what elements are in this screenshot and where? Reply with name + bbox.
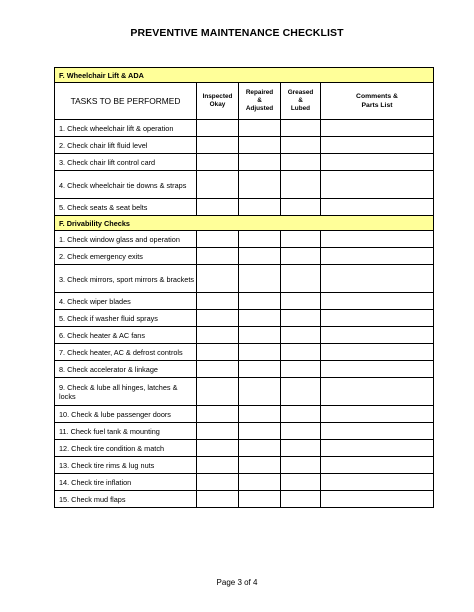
table-row	[55, 265, 434, 293]
comments-cell[interactable]	[321, 491, 434, 508]
repaired-cell[interactable]	[239, 491, 281, 508]
greased-cell[interactable]	[281, 231, 321, 248]
repaired-cell[interactable]	[239, 199, 281, 216]
table-row	[55, 406, 434, 423]
task-label: 15. Check mud flaps	[55, 491, 197, 508]
table-row	[55, 361, 434, 378]
greased-cell[interactable]	[281, 265, 321, 293]
lubed-label: Lubed	[290, 105, 311, 112]
table-row	[55, 423, 434, 440]
table-row	[55, 199, 434, 216]
repaired-cell[interactable]	[239, 474, 281, 491]
comments-cell[interactable]	[321, 265, 434, 293]
repaired-cell[interactable]	[239, 406, 281, 423]
repaired-cell[interactable]	[239, 361, 281, 378]
inspected-cell[interactable]	[197, 457, 239, 474]
inspected-cell[interactable]	[197, 231, 239, 248]
inspected-cell[interactable]	[197, 474, 239, 491]
comments-cell[interactable]	[321, 406, 434, 423]
inspected-cell[interactable]	[197, 248, 239, 265]
inspected-cell[interactable]	[197, 293, 239, 310]
comments-cell[interactable]	[321, 154, 434, 171]
table-row	[55, 457, 434, 474]
greased-cell[interactable]	[281, 120, 321, 137]
comments-cell[interactable]	[321, 310, 434, 327]
greased-cell[interactable]	[281, 457, 321, 474]
inspected-cell[interactable]	[197, 344, 239, 361]
table-row	[55, 248, 434, 265]
inspected-cell[interactable]	[197, 265, 239, 293]
table-row	[55, 120, 434, 137]
page-title: PREVENTIVE MAINTENANCE CHECKLIST	[130, 27, 344, 39]
task-label: 1. Check wheelchair lift & operation	[55, 120, 197, 137]
inspected-cell[interactable]	[197, 120, 239, 137]
greased-cell[interactable]	[281, 293, 321, 310]
greased-cell[interactable]	[281, 361, 321, 378]
task-label: 10. Check & lube passenger doors	[55, 406, 197, 423]
task-label: 1. Check window glass and operation	[55, 231, 197, 248]
parts-list-label: Parts List	[361, 102, 393, 109]
repaired-cell[interactable]	[239, 137, 281, 154]
inspected-okay-column-header	[197, 83, 239, 120]
repaired-cell[interactable]	[239, 378, 281, 406]
table-row	[55, 327, 434, 344]
inspected-cell[interactable]	[197, 361, 239, 378]
greased-cell[interactable]	[281, 406, 321, 423]
greased-cell[interactable]	[281, 474, 321, 491]
task-label: 2. Check chair lift fluid level	[55, 137, 197, 154]
repaired-cell[interactable]	[239, 293, 281, 310]
repaired-cell[interactable]	[239, 248, 281, 265]
comments-cell[interactable]	[321, 231, 434, 248]
repaired-cell[interactable]	[239, 231, 281, 248]
greased-label: Greased	[287, 89, 314, 96]
page-number: Page 3 of 4	[216, 578, 258, 587]
comments-label: Comments &	[356, 93, 398, 100]
comments-column-header	[321, 83, 434, 120]
table-row	[55, 310, 434, 327]
repaired-cell[interactable]	[239, 120, 281, 137]
greased-cell[interactable]	[281, 378, 321, 406]
inspected-cell[interactable]	[197, 171, 239, 199]
greased-cell[interactable]	[281, 171, 321, 199]
comments-cell[interactable]	[321, 120, 434, 137]
repaired-cell[interactable]	[239, 457, 281, 474]
repaired-cell[interactable]	[239, 344, 281, 361]
repaired-cell[interactable]	[239, 327, 281, 344]
okay-label: Okay	[209, 101, 226, 108]
task-label: 5. Check seats & seat belts	[55, 199, 197, 216]
greased-cell[interactable]	[281, 154, 321, 171]
comments-cell[interactable]	[321, 344, 434, 361]
repaired-cell[interactable]	[239, 265, 281, 293]
inspected-cell[interactable]	[197, 378, 239, 406]
task-label: 6. Check heater & AC fans	[55, 327, 197, 344]
inspected-cell[interactable]	[197, 310, 239, 327]
table-row	[55, 344, 434, 361]
greased-cell[interactable]	[281, 423, 321, 440]
inspected-cell[interactable]	[197, 199, 239, 216]
repaired-cell[interactable]	[239, 154, 281, 171]
task-label: 8. Check accelerator & linkage	[55, 361, 197, 378]
comments-cell[interactable]	[321, 423, 434, 440]
section-title: F. Drivability Checks	[55, 216, 434, 231]
repaired-label: Repaired	[245, 89, 274, 96]
task-label: 11. Check fuel tank & mounting	[55, 423, 197, 440]
repaired-cell[interactable]	[239, 310, 281, 327]
greased-lubed-column-header	[281, 83, 321, 120]
task-label: 3. Check chair lift control card	[55, 154, 197, 171]
ampersand-label: &	[257, 97, 262, 104]
comments-cell[interactable]	[321, 440, 434, 457]
greased-cell[interactable]	[281, 310, 321, 327]
table-row	[55, 171, 434, 199]
greased-cell[interactable]	[281, 327, 321, 344]
comments-cell[interactable]	[321, 378, 434, 406]
inspected-cell[interactable]	[197, 154, 239, 171]
task-label: 3. Check mirrors, sport mirrors & brackets	[55, 265, 197, 293]
table-row	[55, 474, 434, 491]
table-row	[55, 378, 434, 406]
table-row	[55, 440, 434, 457]
comments-cell[interactable]	[321, 327, 434, 344]
comments-cell[interactable]	[321, 137, 434, 154]
adjusted-label: Adjusted	[245, 105, 274, 112]
inspected-cell[interactable]	[197, 327, 239, 344]
comments-cell[interactable]	[321, 474, 434, 491]
ampersand-label: &	[298, 97, 303, 104]
inspected-cell[interactable]	[197, 137, 239, 154]
tasks-column-header: TASKS TO BE PERFORMED	[55, 83, 197, 120]
greased-cell[interactable]	[281, 137, 321, 154]
section-header-row	[55, 216, 434, 231]
comments-cell[interactable]	[321, 199, 434, 216]
repaired-cell[interactable]	[239, 423, 281, 440]
comments-cell[interactable]	[321, 457, 434, 474]
greased-cell[interactable]	[281, 491, 321, 508]
table-row	[55, 231, 434, 248]
table-row	[55, 491, 434, 508]
maintenance-checklist-table	[54, 67, 434, 508]
task-label: 5. Check if washer fluid sprays	[55, 310, 197, 327]
task-label: 2. Check emergency exits	[55, 248, 197, 265]
inspected-label: Inspected	[202, 93, 233, 100]
comments-cell[interactable]	[321, 361, 434, 378]
comments-cell[interactable]	[321, 171, 434, 199]
inspected-cell[interactable]	[197, 406, 239, 423]
table-row	[55, 154, 434, 171]
table-row	[55, 137, 434, 154]
task-label: 14. Check tire inflation	[55, 474, 197, 491]
section-title: F. Wheelchair Lift & ADA	[55, 68, 434, 83]
greased-cell[interactable]	[281, 440, 321, 457]
inspected-cell[interactable]	[197, 491, 239, 508]
greased-cell[interactable]	[281, 344, 321, 361]
task-label: 4. Check wiper blades	[55, 293, 197, 310]
repaired-cell[interactable]	[239, 440, 281, 457]
greased-cell[interactable]	[281, 199, 321, 216]
table-row	[55, 293, 434, 310]
repaired-cell[interactable]	[239, 171, 281, 199]
task-label: 4. Check wheelchair tie downs & straps	[55, 171, 197, 199]
column-header-row	[55, 83, 434, 120]
section-header-row	[55, 68, 434, 83]
task-label: 7. Check heater, AC & defrost controls	[55, 344, 197, 361]
task-label: 9. Check & lube all hinges, latches & locks	[55, 378, 197, 406]
comments-cell[interactable]	[321, 293, 434, 310]
greased-cell[interactable]	[281, 248, 321, 265]
comments-cell[interactable]	[321, 248, 434, 265]
inspected-cell[interactable]	[197, 423, 239, 440]
task-label: 13. Check tire rims & lug nuts	[55, 457, 197, 474]
inspected-cell[interactable]	[197, 440, 239, 457]
repaired-adjusted-column-header	[239, 83, 281, 120]
task-label: 12. Check tire condition & match	[55, 440, 197, 457]
